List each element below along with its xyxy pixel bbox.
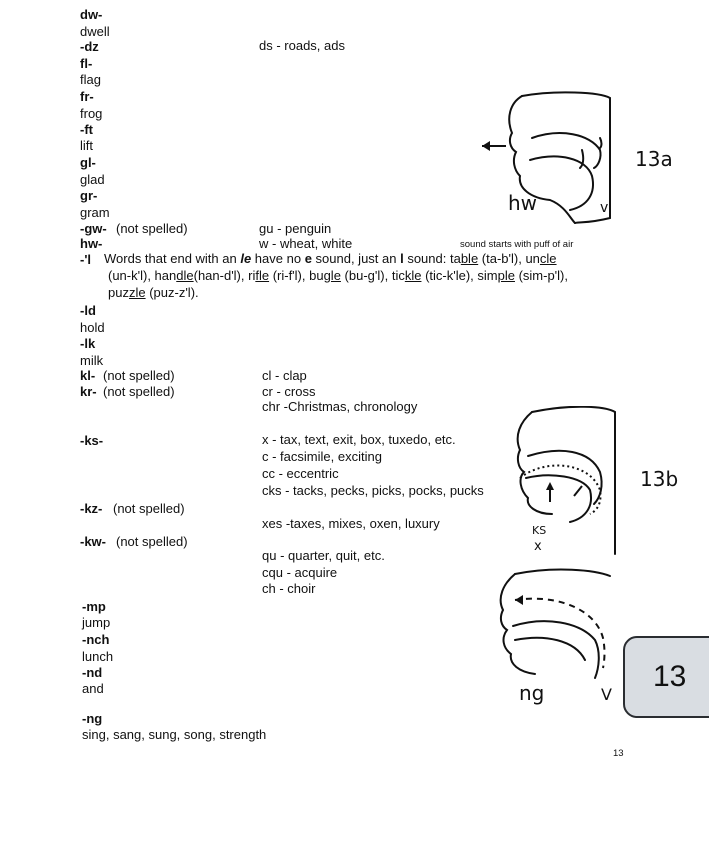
mouth-diagram-13a: [470, 88, 700, 228]
text-line: fr-: [80, 89, 94, 104]
mouth-diagram-13b-drawing: [490, 406, 705, 561]
fig-13a-sound: hw: [508, 191, 538, 215]
fig-ng-mark: V: [601, 685, 612, 704]
text-line: flag: [80, 72, 101, 87]
text-line: -nd: [82, 665, 103, 680]
text-line: (not spelled): [113, 501, 185, 516]
text-line: lunch: [82, 649, 114, 664]
text-line: gl-: [80, 155, 96, 170]
text-line: (not spelled): [116, 534, 188, 549]
text-line: -ld: [80, 303, 96, 318]
text-line: milk: [80, 353, 104, 368]
le-rule-line-3: puzzle (puz-z'l).: [108, 285, 199, 300]
fig-13a-mark: v: [600, 200, 609, 216]
text-line: sing, sang, sung, song, strength: [82, 727, 267, 742]
text-line: xes -taxes, mixes, oxen, luxury: [262, 516, 440, 531]
text-line: dwell: [80, 24, 110, 39]
le-rule-line-2: (un-k'l), handle(han-d'l), rifle (ri-f'l), bugle (bu-g'l), tickle (tic-k'le), simple (sim-p'l),: [108, 268, 568, 283]
text-line: gr-: [80, 188, 98, 203]
text-line: -'l: [80, 252, 92, 267]
le-rule-line-1: Words that end with an le have no e sound, just an l sound: table (ta-b'l), uncle: [104, 251, 557, 266]
fig-13b-mark: x: [534, 539, 542, 554]
fig-13a-label: 13a: [635, 147, 673, 171]
text-line: and: [82, 681, 104, 696]
puff-of-air-note: sound starts with puff of air: [460, 239, 574, 250]
text-line: x - tax, text, exit, box, tuxedo, etc.: [262, 432, 456, 447]
fig-13b-sound: KS: [532, 524, 547, 537]
text-line: hold: [80, 320, 105, 335]
fig-13b-label: 13b: [640, 467, 679, 491]
text-line: chr -Christmas, chronology: [262, 399, 418, 414]
text-line: jump: [82, 615, 111, 630]
text-line: hw-: [80, 236, 103, 251]
text-line: -ks-: [80, 433, 104, 448]
text-line: cr - cross: [262, 384, 316, 399]
page-number-badge[interactable]: [623, 636, 709, 718]
text-line: -ft: [80, 122, 93, 137]
text-line: cks - tacks, pecks, picks, pocks, pucks: [262, 483, 484, 498]
mouth-diagram-13a-drawing: [470, 88, 700, 228]
text-line: (not spelled): [103, 368, 175, 383]
text-line: -kw-: [80, 534, 106, 549]
text-line: -nch: [82, 632, 110, 647]
text-line: -ng: [82, 711, 103, 726]
text-line: -mp: [82, 599, 106, 614]
text-line: (not spelled): [103, 384, 175, 399]
text-line: cqu - acquire: [262, 565, 338, 580]
text-line: c - facsimile, exciting: [262, 449, 382, 464]
text-line: ch - choir: [262, 581, 316, 596]
text-line: cc - eccentric: [262, 466, 339, 481]
mouth-diagram-13b: [490, 406, 705, 561]
text-line: kr-: [80, 384, 97, 399]
text-line: glad: [80, 172, 105, 187]
mouth-diagram-ng-drawing: [485, 568, 625, 718]
text-line: cl - clap: [262, 368, 307, 383]
text-line: gu - penguin: [259, 221, 332, 236]
text-line: w - wheat, white: [259, 236, 353, 251]
text-line: fl-: [80, 56, 93, 71]
text-line: -dz: [80, 39, 99, 54]
text-line: -gw-: [80, 221, 107, 236]
text-line: lift: [80, 138, 93, 153]
text-line: kl-: [80, 368, 96, 383]
text-line: qu - quarter, quit, etc.: [262, 548, 385, 563]
text-line: 13: [613, 748, 624, 759]
text-line: dw-: [80, 7, 103, 22]
text-line: frog: [80, 106, 103, 121]
text-line: ds - roads, ads: [259, 38, 345, 53]
page-number-badge-text: 13: [653, 660, 687, 693]
fig-ng-sound: ng: [519, 681, 545, 705]
text-line: -lk: [80, 336, 96, 351]
text-line: -kz-: [80, 501, 103, 516]
text-line: gram: [80, 205, 110, 220]
text-line: (not spelled): [116, 221, 188, 236]
mouth-diagram-ng: [485, 568, 625, 718]
